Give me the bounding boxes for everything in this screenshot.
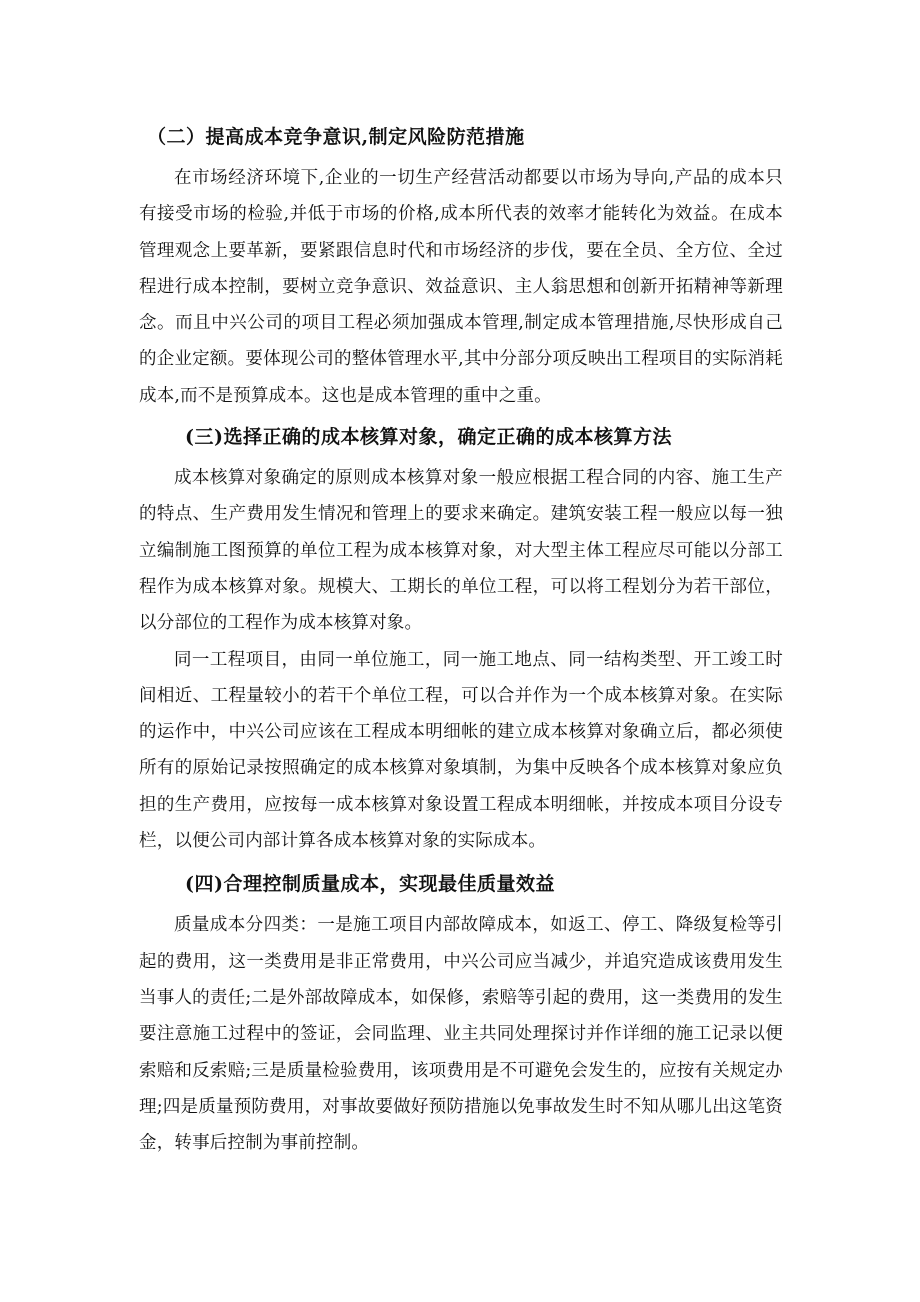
section-3-paragraph-1: 成本核算对象确定的原则成本核算对象一般应根据工程合同的内容、施工生产的特点、生产费用发生情况和管理上的要求来确定。建筑安装工程一般应以每一独立编制施工图预算的单位工程为成本核算对象，对大型主体工程应尽可能以分部工程作为成本核算对象。规模大、工期长的单位工程，可以将工程划分为若干部位，以分部位的工程作为成本核算对象。 bbox=[139, 468, 783, 634]
section-4-paragraph-1: 质量成本分四类：一是施工项目内部故障成本，如返工、停工、降级复检等引起的费用，这一类费用是非正常费用，中兴公司应当减少，并追究造成该费用发生当事人的责任;二是外部故障成本，如保修，索赔等引起的费用，这一类费用的发生要注意施工过程中的签证，会同监理、业主共同处理探讨并作详细的施工记录以便索赔和反索赔;三是质量检验费用，该项费用是不可避免会发生的，应按有关规定办理;四是质量预防费用，对事故要做好预防措施以免事故发生时不知从哪儿出这笔资金，转事后控制为事前控制。 bbox=[139, 915, 783, 1154]
section-heading-4: (四)合理控制质量成本，实现最佳质量效益 bbox=[185, 873, 555, 896]
section-heading-2: （二）提高成本竞争意识,制定风险防范措施 bbox=[147, 126, 525, 148]
document-body bbox=[139, 118, 783, 1161]
section-3-paragraph-2: 同一工程项目，由同一单位施工，同一施工地点、同一结构类型、开工竣工时间相近、工程量较小的若干个单位工程，可以合并作为一个成本核算对象。在实际的运作中，中兴公司应该在工程成本明细帐的建立成本核算对象确立后，都必须使所有的原始记录按照确定的成本核算对象填制，为集中反映各个成本核算对象应负担的生产费用，应按每一成本核算对象设置工程成本明细帐，并按成本项目分设专栏，以便公司内部计算各成本核算对象的实际成本。 bbox=[139, 649, 783, 852]
section-heading-3: (三)选择正确的成本核算对象，确定正确的成本核算方法 bbox=[185, 426, 672, 449]
section-2-paragraph-1: 在市场经济环境下,企业的一切生产经营活动都要以市场为导向,产品的成本只有接受市场的检验,并低于市场的价格,成本所代表的效率才能转化为效益。在成本管理观念上要革新，要紧跟信息时代和市场经济的步伐，要在全员、全方位、全过程进行成本控制，要树立竞争意识、效益意识、主人翁思想和创新开拓精神等新理念。而且中兴公司的项目工程必须加强成本管理,制定成本管理措施,尽快形成自己的企业定额。要体现公司的整体管理水平,其中分部分项反映出工程项目的实际消耗成本,而不是预算成本。这也是成本管理的重中之重。 bbox=[139, 168, 783, 406]
